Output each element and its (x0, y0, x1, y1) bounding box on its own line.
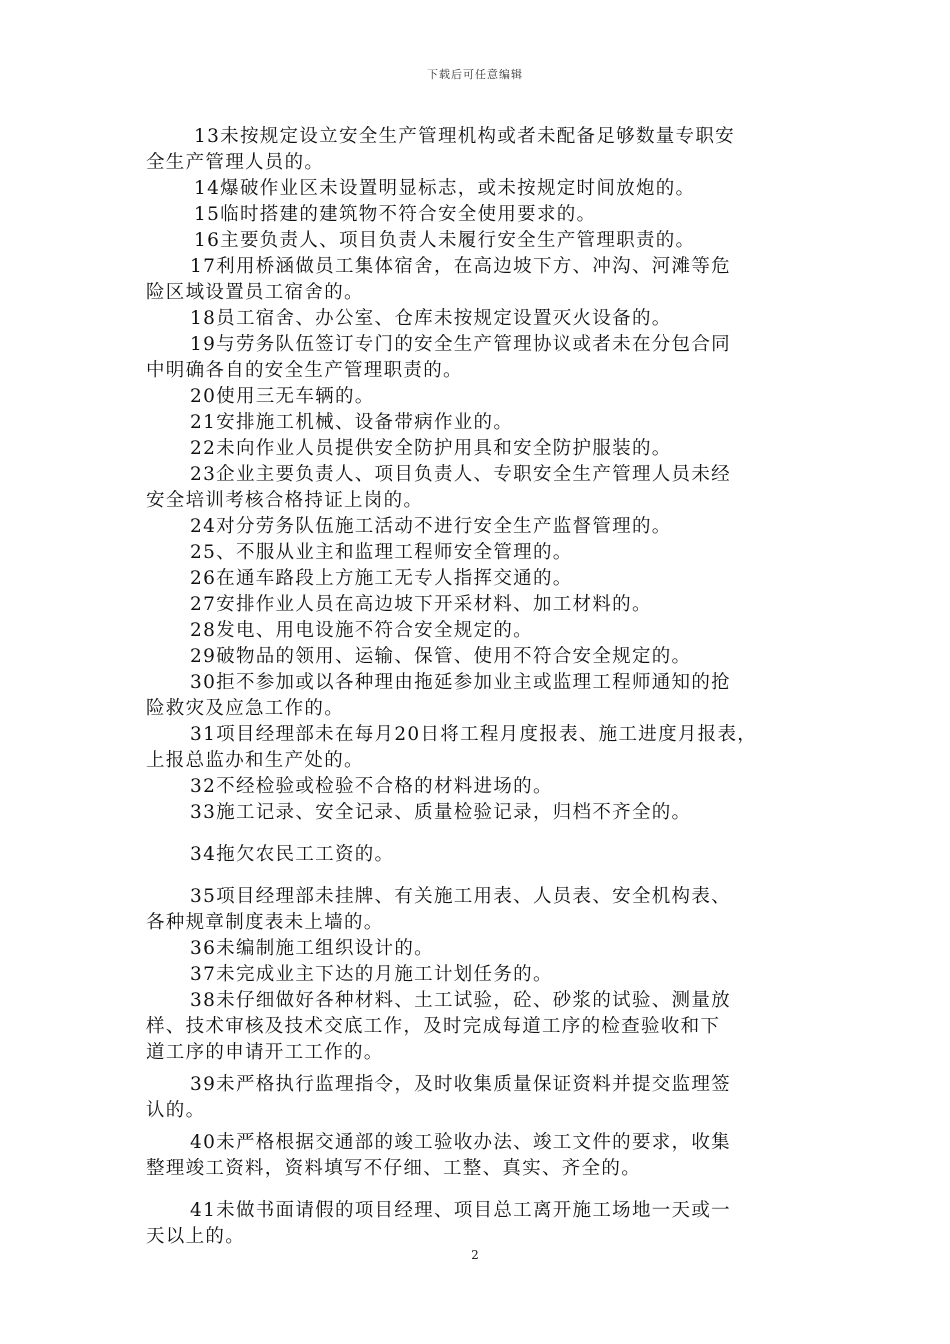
item-line: 险救灾及应急工作的。 (146, 698, 345, 719)
item-line: 32不经检验或检验不合格的材料进场的。 (190, 776, 553, 797)
list-item (146, 842, 814, 868)
item-line: 21安排施工机械、设备带病作业的。 (190, 412, 514, 433)
item-line: 28发电、用电设施不符合安全规定的。 (190, 620, 533, 641)
item-line: 40未严格根据交通部的竣工验收办法、竣工文件的要求，收集 (190, 1132, 731, 1153)
page-header: 下载后可任意编辑 (427, 68, 523, 81)
item-line: 38未仔细做好各种材料、土工试验，砼、砂浆的试验、测量放 (190, 990, 731, 1011)
item-line: 整理竣工资料，资料填写不仔细、工整、真实、齐全的。 (146, 1158, 642, 1179)
list-item (146, 514, 814, 540)
list-item (146, 566, 814, 592)
list-item (146, 228, 814, 254)
list-item (146, 410, 814, 436)
item-line: 险区域设置员工宿舍的。 (146, 282, 364, 303)
list-item (146, 722, 814, 774)
list-item (146, 592, 814, 618)
list-item (146, 306, 814, 332)
list-item (146, 670, 814, 722)
item-line: 23企业主要负责人、项目负责人、专职安全生产管理人员未经 (190, 464, 731, 485)
list-item (146, 936, 814, 962)
list-item (146, 124, 814, 176)
item-line: 36未编制施工组织设计的。 (190, 938, 434, 959)
list-item (146, 644, 814, 670)
list-item (146, 436, 814, 462)
item-line: 全生产管理人员的。 (146, 152, 325, 173)
list-item (146, 1198, 814, 1250)
item-line: 上报总监办和生产处的。 (146, 750, 364, 771)
item-line: 25、不服从业主和监理工程师安全管理的。 (190, 542, 573, 563)
list-item (146, 332, 814, 384)
item-line: 39未严格执行监理指令，及时收集质量保证资料并提交监理签 (190, 1074, 731, 1095)
item-line: 20使用三无车辆的。 (190, 386, 375, 407)
item-line: 13未按规定设立安全生产管理机构或者未配备足够数量专职安 (194, 126, 735, 147)
item-line: 19与劳务队伍签订专门的安全生产管理协议或者未在分包合同 (190, 334, 731, 355)
list-item (146, 384, 814, 410)
item-line: 15临时搭建的建筑物不符合安全使用要求的。 (194, 204, 597, 225)
list-item (146, 540, 814, 566)
list-item (146, 1072, 814, 1124)
item-line: 中明确各自的安全生产管理职责的。 (146, 360, 463, 381)
item-line: 样、技术审核及技术交底工作，及时完成每道工序的检查验收和下 (146, 1016, 721, 1037)
list-item (146, 774, 814, 800)
list-item (146, 988, 814, 1066)
item-line: 24对分劳务队伍施工活动不进行安全生产监督管理的。 (190, 516, 672, 537)
item-line: 34拖欠农民工工资的。 (190, 844, 395, 865)
list-item (146, 800, 814, 826)
item-line: 33施工记录、安全记录、质量检验记录，归档不齐全的。 (190, 802, 692, 823)
item-line: 14爆破作业区未设置明显标志，或未按规定时间放炮的。 (194, 178, 696, 199)
item-line: 安全培训考核合格持证上岗的。 (146, 490, 424, 511)
item-line: 30拒不参加或以各种理由拖延参加业主或监理工程师通知的抢 (190, 672, 731, 693)
item-line: 31项目经理部未在每月20日将工程月度报表、施工进度月报表， (190, 724, 758, 745)
item-line: 道工序的申请开工工作的。 (146, 1042, 384, 1063)
list-item (146, 884, 814, 936)
page-number: 2 (471, 1248, 479, 1262)
item-line: 16主要负责人、项目负责人未履行安全生产管理职责的。 (194, 230, 696, 251)
list-item (146, 1130, 814, 1182)
list-item (146, 618, 814, 644)
document-body (146, 124, 814, 1250)
item-line: 18员工宿舍、办公室、仓库未按规定设置灭火设备的。 (190, 308, 672, 329)
item-line: 各种规章制度表未上墙的。 (146, 912, 384, 933)
list-item (146, 462, 814, 514)
item-line: 37未完成业主下达的月施工计划任务的。 (190, 964, 553, 985)
item-line: 22未向作业人员提供安全防护用具和安全防护服装的。 (190, 438, 672, 459)
item-line: 29破物品的领用、运输、保管、使用不符合安全规定的。 (190, 646, 692, 667)
item-line: 27安排作业人员在高边坡下开采材料、加工材料的。 (190, 594, 652, 615)
list-item (146, 254, 814, 306)
list-item (146, 202, 814, 228)
list-item (146, 176, 814, 202)
item-line: 26在通车路段上方施工无专人指挥交通的。 (190, 568, 573, 589)
item-line: 41未做书面请假的项目经理、项目总工离开施工场地一天或一 (190, 1200, 731, 1221)
item-line: 35项目经理部未挂牌、有关施工用表、人员表、安全机构表、 (190, 886, 731, 907)
item-line: 17利用桥涵做员工集体宿舍，在高边坡下方、冲沟、河滩等危 (190, 256, 731, 277)
list-item (146, 962, 814, 988)
item-line: 认的。 (146, 1100, 206, 1121)
item-line: 天以上的。 (146, 1226, 246, 1247)
